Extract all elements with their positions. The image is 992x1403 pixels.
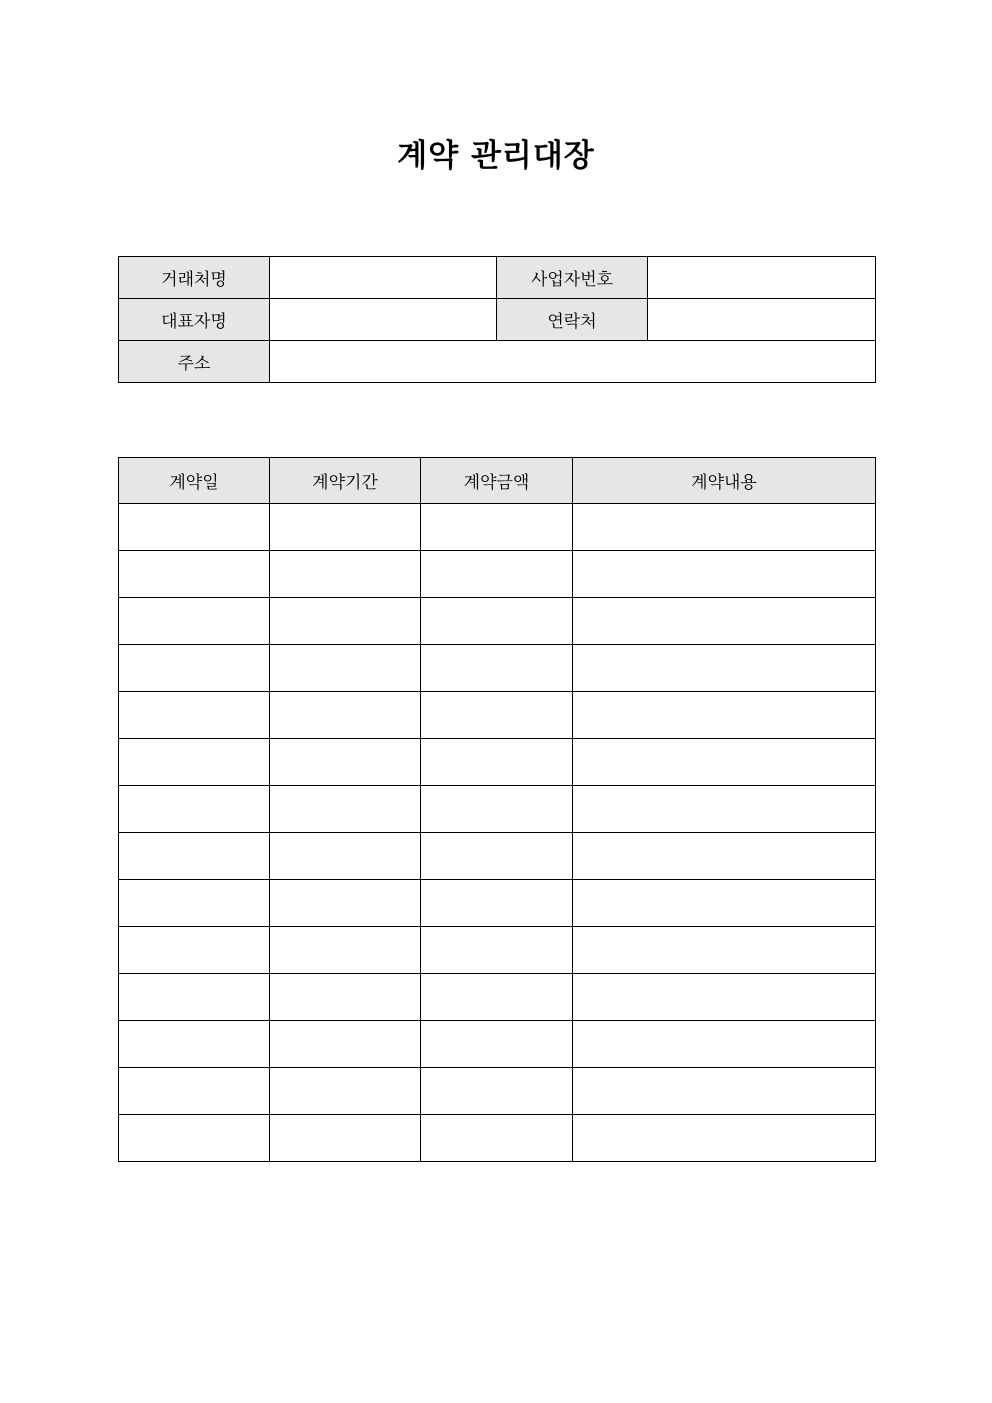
table-row (119, 739, 876, 786)
contract-details-cell[interactable] (573, 786, 876, 833)
contract-details-cell[interactable] (573, 504, 876, 551)
contract-date-cell[interactable] (119, 1021, 270, 1068)
contract-period-cell[interactable] (270, 880, 421, 927)
contact-label: 연락처 (497, 299, 648, 341)
contract-period-cell[interactable] (270, 1068, 421, 1115)
table-row (119, 833, 876, 880)
contract-amount-cell[interactable] (421, 1115, 573, 1162)
contract-details-cell[interactable] (573, 1068, 876, 1115)
table-row (119, 1021, 876, 1068)
contract-details-cell[interactable] (573, 1021, 876, 1068)
contract-period-cell[interactable] (270, 833, 421, 880)
table-row (119, 645, 876, 692)
column-header-contract-details: 계약내용 (573, 458, 876, 504)
representative-label: 대표자명 (119, 299, 270, 341)
contract-date-cell[interactable] (119, 551, 270, 598)
contract-period-cell[interactable] (270, 598, 421, 645)
contract-period-cell[interactable] (270, 1021, 421, 1068)
contract-date-cell[interactable] (119, 645, 270, 692)
info-row (119, 299, 876, 341)
business-number-label: 사업자번호 (497, 257, 648, 299)
contract-period-cell[interactable] (270, 927, 421, 974)
contract-date-cell[interactable] (119, 786, 270, 833)
contract-date-cell[interactable] (119, 504, 270, 551)
contract-period-cell[interactable] (270, 645, 421, 692)
contract-period-cell[interactable] (270, 504, 421, 551)
contract-period-cell[interactable] (270, 786, 421, 833)
contract-amount-cell[interactable] (421, 551, 573, 598)
contract-period-cell[interactable] (270, 739, 421, 786)
page-title: 계약 관리대장 (397, 138, 595, 174)
contract-period-cell[interactable] (270, 692, 421, 739)
contract-amount-cell[interactable] (421, 645, 573, 692)
info-row (119, 257, 876, 299)
contract-date-cell[interactable] (119, 880, 270, 927)
contract-period-cell[interactable] (270, 1115, 421, 1162)
table-row (119, 1068, 876, 1115)
table-row (119, 551, 876, 598)
contract-amount-cell[interactable] (421, 1021, 573, 1068)
column-header-contract-date: 계약일 (119, 458, 270, 504)
address-field[interactable] (270, 341, 876, 383)
client-name-field[interactable] (270, 257, 497, 299)
contract-date-cell[interactable] (119, 927, 270, 974)
contract-details-cell[interactable] (573, 974, 876, 1021)
client-name-label: 거래처명 (119, 257, 270, 299)
contract-date-cell[interactable] (119, 692, 270, 739)
contract-date-cell[interactable] (119, 1068, 270, 1115)
table-row (119, 974, 876, 1021)
contract-amount-cell[interactable] (421, 1068, 573, 1115)
address-label: 주소 (119, 341, 270, 383)
contract-table (118, 457, 876, 1162)
table-row (119, 598, 876, 645)
contract-period-cell[interactable] (270, 974, 421, 1021)
contract-amount-cell[interactable] (421, 739, 573, 786)
table-row (119, 692, 876, 739)
column-header-contract-period: 계약기간 (270, 458, 421, 504)
representative-field[interactable] (270, 299, 497, 341)
table-header-row (119, 458, 876, 504)
table-row (119, 786, 876, 833)
contract-details-cell[interactable] (573, 739, 876, 786)
contract-amount-cell[interactable] (421, 833, 573, 880)
contract-amount-cell[interactable] (421, 598, 573, 645)
contract-details-cell[interactable] (573, 833, 876, 880)
contract-date-cell[interactable] (119, 598, 270, 645)
business-number-field[interactable] (648, 257, 876, 299)
contract-amount-cell[interactable] (421, 880, 573, 927)
contract-details-cell[interactable] (573, 927, 876, 974)
contract-period-cell[interactable] (270, 551, 421, 598)
contract-date-cell[interactable] (119, 974, 270, 1021)
contract-table-body (119, 504, 876, 1162)
info-row (119, 341, 876, 383)
contract-amount-cell[interactable] (421, 692, 573, 739)
table-row (119, 504, 876, 551)
contract-details-cell[interactable] (573, 551, 876, 598)
contract-amount-cell[interactable] (421, 504, 573, 551)
table-row (119, 927, 876, 974)
contract-details-cell[interactable] (573, 1115, 876, 1162)
contract-date-cell[interactable] (119, 833, 270, 880)
contract-amount-cell[interactable] (421, 927, 573, 974)
contract-details-cell[interactable] (573, 645, 876, 692)
contract-details-cell[interactable] (573, 692, 876, 739)
contract-details-cell[interactable] (573, 880, 876, 927)
column-header-contract-amount: 계약금액 (421, 458, 573, 504)
contract-amount-cell[interactable] (421, 786, 573, 833)
contract-date-cell[interactable] (119, 1115, 270, 1162)
contract-amount-cell[interactable] (421, 974, 573, 1021)
contract-date-cell[interactable] (119, 739, 270, 786)
table-row (119, 1115, 876, 1162)
table-row (119, 880, 876, 927)
contact-field[interactable] (648, 299, 876, 341)
client-info-table (118, 256, 876, 383)
contract-details-cell[interactable] (573, 598, 876, 645)
